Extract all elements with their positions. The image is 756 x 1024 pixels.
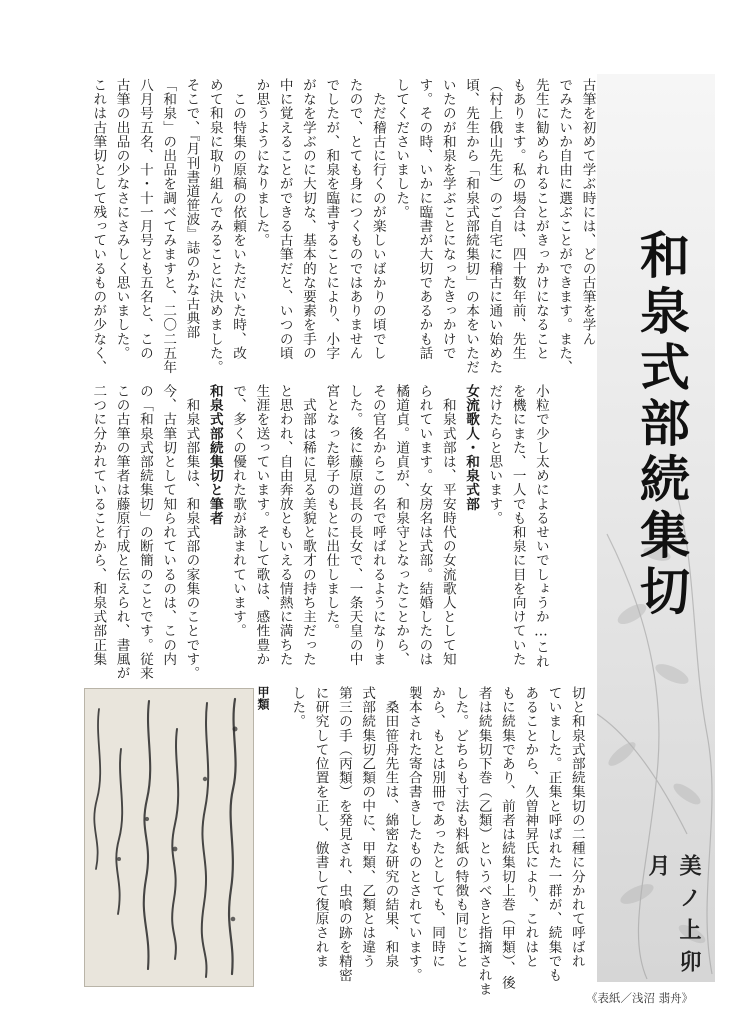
text-line: 和泉式部集は、和泉式部の家集のことです。 bbox=[183, 384, 200, 681]
text-line: その官名からこの名で呼ばれるようになりま bbox=[369, 384, 386, 666]
text-line: 古筆を初めて学ぶ時には、どの古筆を学ん bbox=[579, 78, 596, 346]
text-line: だけたらと思います。 bbox=[486, 384, 503, 525]
text-line: いたのが和泉を学ぶことになったきっかけで bbox=[439, 78, 456, 360]
text-line: で、多くの優れた歌が詠まれています。 bbox=[230, 384, 247, 638]
text-line: 二つに分かれていることから、和泉式部正集 bbox=[90, 384, 107, 666]
text-line: がなを学ぶのに大切な、基本的な要素を手の bbox=[299, 78, 316, 360]
text-line: の「和泉式部続集切」の断簡のことです。従来 bbox=[136, 384, 153, 681]
text-line: 式部は稀に見る美貌と歌才の持ち主だった bbox=[299, 384, 316, 666]
text-line: してくださいました。 bbox=[393, 78, 410, 219]
text-line: もあります。私の場合は、四十数年前、先生 bbox=[509, 78, 526, 360]
text-line: でしたが、和泉を臨書することにより、小字 bbox=[323, 78, 340, 360]
text-line: 桑田笹舟先生は、綿密な研究の結果、和泉 bbox=[382, 686, 399, 968]
text-line: 宮となった彰子のもとに出仕しました。 bbox=[323, 384, 340, 638]
section-heading-calligrapher: 和泉式部続集切と筆者 bbox=[206, 384, 223, 525]
section-heading-poet: 女流歌人・和泉式部 bbox=[463, 384, 480, 511]
text-line: す。その時、いかに臨書が大切であるかも話 bbox=[416, 78, 433, 360]
text-line: 第三の手（丙類）を発見され、虫喰の跡を精密 bbox=[335, 686, 352, 983]
text-line: を機にまた、一人でも和泉に目を向けていた bbox=[509, 384, 526, 666]
text-line: 者は続集切下巻（乙類）というべきと指摘されま bbox=[475, 686, 492, 997]
calligraphy-image bbox=[84, 688, 254, 987]
calligraphy-strokes bbox=[85, 689, 253, 986]
text-line: か思うようになりました。 bbox=[253, 78, 270, 248]
text-line: 「和泉」の出品を調べてみますと、二〇二五年 bbox=[160, 78, 177, 375]
text-line: 橘道貞。道貞が、和泉守となったことから、 bbox=[393, 384, 410, 666]
text-line: めて和泉に取り組んでみることに決めました。 bbox=[206, 78, 223, 375]
text-line: そこで、『月刊書道笹波』誌のかな古典部 bbox=[183, 78, 200, 340]
text-block-3 bbox=[285, 686, 588, 997]
text-line: 和泉式部は、平安時代の女流歌人として知 bbox=[439, 384, 456, 666]
text-line: 生涯を送っています。そして歌は、感性豊か bbox=[253, 384, 270, 666]
text-line: した。どちらも寸法も料紙の特徴も同じこと bbox=[452, 686, 469, 968]
text-line: （村上俄山先生）のご自宅に稽古に通い始めた bbox=[486, 78, 503, 375]
text-block-1 bbox=[86, 78, 599, 375]
text-line: この古筆の筆者は藤原行成と伝えられ、書風が bbox=[113, 384, 130, 681]
article-title: 和泉式部続集切 bbox=[632, 229, 690, 621]
text-line: 今、古筆切として知られているのは、この内 bbox=[160, 384, 177, 666]
text-line: たので、とても身につくものではありません bbox=[346, 78, 363, 360]
figure-label: 甲類 bbox=[256, 686, 270, 710]
text-line: に研究して位置を正し、倣書して復原されま bbox=[312, 686, 329, 968]
text-line: この特集の原稿の依頼をいただいた時、改 bbox=[230, 78, 247, 360]
text-line: これは古筆切として残っているものが少なく、 bbox=[90, 78, 107, 375]
cover-caption: 《表紙／浅沼 翡舟》 bbox=[586, 991, 694, 1005]
text-line: と思われ、自由奔放ともいえる情熱に満ちた bbox=[276, 384, 293, 666]
text-line: 切と和泉式部続集切の二種に分かれて呼ばれ bbox=[568, 686, 585, 968]
text-line: もに続集であり、前者は続集切上巻（甲類）、後 bbox=[498, 686, 515, 990]
author-name: 美ノ上卯月 bbox=[645, 854, 702, 982]
text-line: 中に覚えることができる古筆だと、いつの頃 bbox=[276, 78, 293, 360]
text-line: した。 bbox=[289, 686, 306, 729]
text-line: 頃、先生から「和泉式部続集切」の本をいただ bbox=[463, 78, 480, 375]
text-line: から、もとは別冊であったとしても、同時に bbox=[429, 686, 446, 968]
text-line: 製本された寄合書きしたものとされています。 bbox=[405, 686, 422, 983]
text-line: 八月号五名、十・十一月号とも五名と、この bbox=[136, 78, 153, 360]
text-line: あることから、久曽神昇氏により、これはと bbox=[522, 686, 539, 968]
text-line: 先生に勧められることがきっかけになること bbox=[532, 78, 549, 360]
text-line: した。後に藤原道長の長女で、一条天皇の中 bbox=[346, 384, 363, 666]
text-line: 古筆の出品の少なさにさみしく思いました。 bbox=[113, 78, 130, 360]
text-line: 式部続集切乙類の中に、甲類、乙類とは違う bbox=[359, 686, 376, 968]
title-band bbox=[597, 74, 715, 982]
text-block-2 bbox=[86, 384, 552, 681]
text-line: 小粒で少し太めによるせいでしょうか…これ bbox=[532, 384, 549, 669]
text-line: ただ稽古に行くのが楽しいばかりの頃でし bbox=[369, 78, 386, 360]
text-line: でみたいか自由に選ぶことができます。また、 bbox=[556, 78, 573, 375]
text-line: られています。女房名は式部。結婚したのは bbox=[416, 384, 433, 666]
text-line: ていました。正集と呼ばれた一群が、続集でも bbox=[545, 686, 562, 983]
